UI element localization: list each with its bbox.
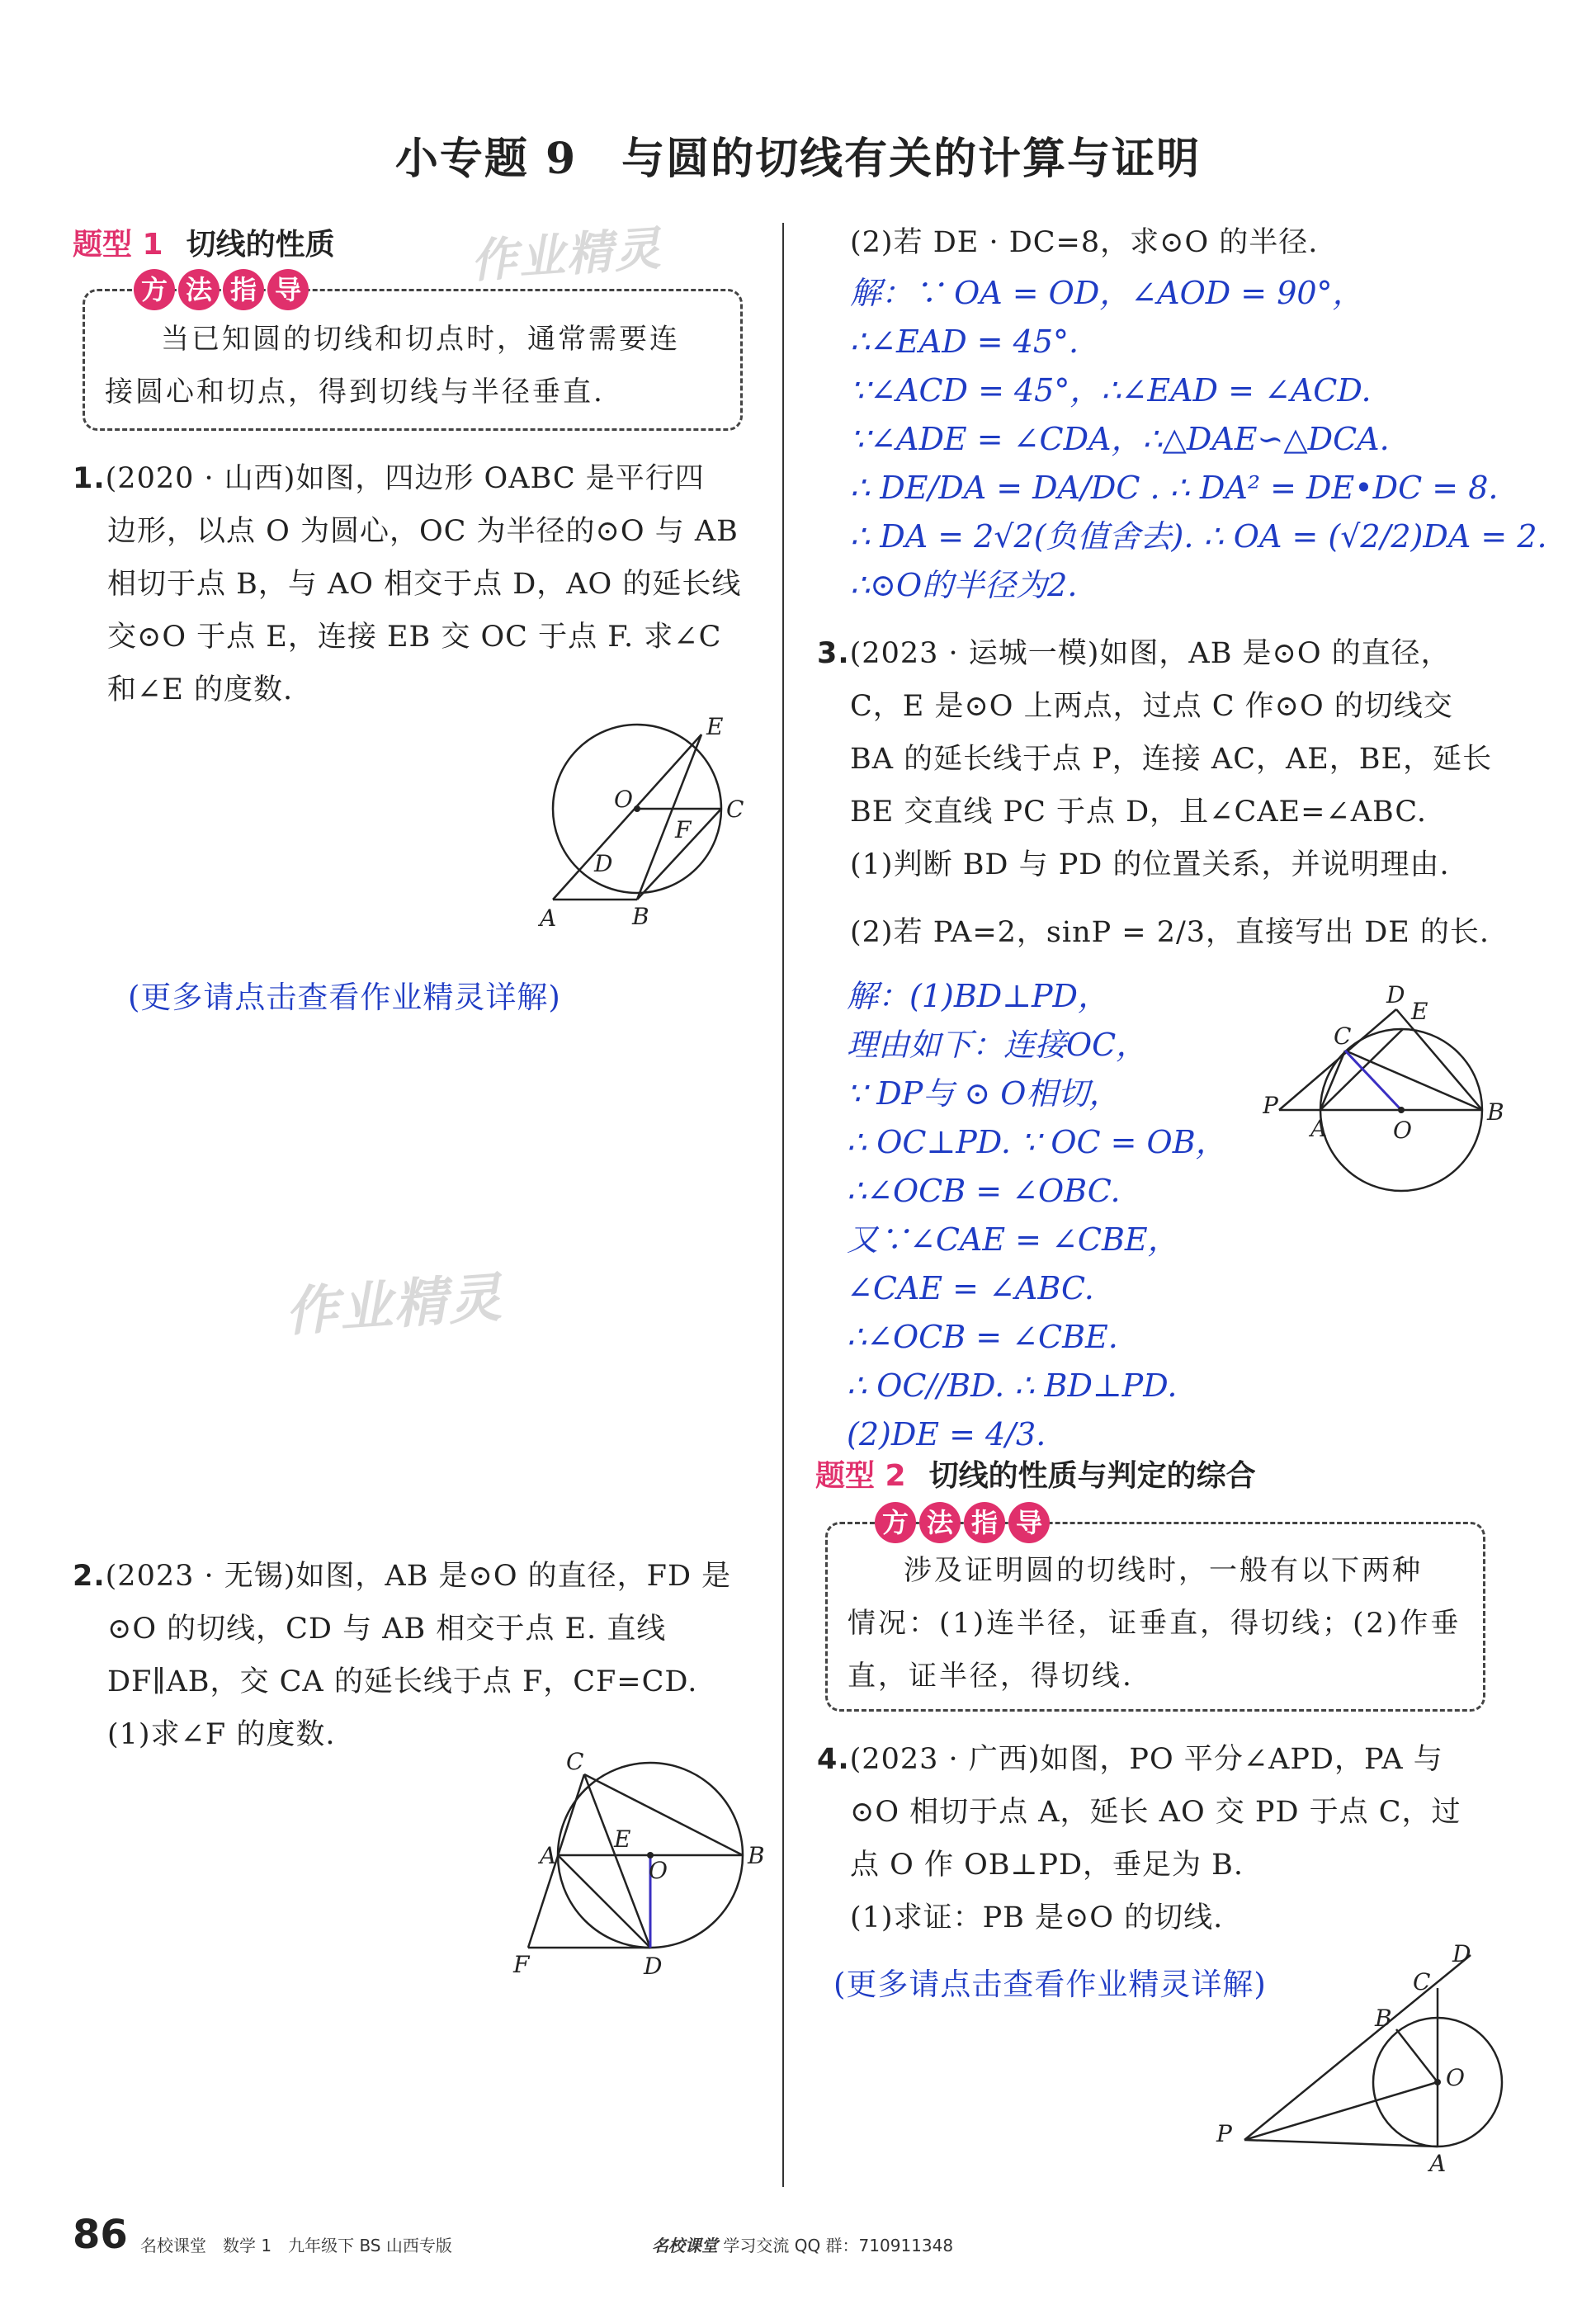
fig-label: C [1334, 1023, 1352, 1050]
watermark: 作业精灵 [283, 1267, 505, 1344]
fig-label: D [594, 850, 613, 877]
question-number: 4. [817, 1743, 850, 1776]
fig-label: D [1386, 981, 1405, 1008]
solution-line: 理由如下：连接OC， [847, 1027, 1148, 1063]
question-line: BA 的延长线于点 P，连接 AC，AE，BE，延长 [850, 743, 1493, 776]
section-name: 切线的性质与判定的综合 [928, 1459, 1256, 1493]
question-line: 点 O 作 OB⊥PD，垂足为 B. [850, 1849, 1244, 1882]
section-tag: 题型 1 [73, 228, 163, 262]
method-line: 接圆心和切点，得到切线与半径垂直. [105, 375, 605, 409]
figure-q3 [1263, 978, 1535, 1193]
footer-qq: 学习交流 QQ 群：710911348 [723, 2236, 954, 2255]
solution-line: ∵∠ADE = ∠CDA，∴△DAE∽△DCA. [850, 421, 1390, 457]
fig-label: A [540, 1842, 557, 1869]
question-line: (1)判断 BD 与 PD 的位置关系，并说明理由. [850, 848, 1450, 881]
badge-char: 指 [223, 269, 264, 310]
badge-char: 方 [134, 269, 175, 310]
fig-label: D [1452, 1944, 1471, 1967]
question-number: 1. [73, 462, 106, 495]
question-line: 和∠E 的度数. [107, 673, 294, 706]
fig-label: O [614, 786, 633, 813]
question-line: (1)求证：PB 是⊙O 的切线. [850, 1901, 1224, 1934]
badge-char: 方 [875, 1502, 916, 1543]
fig-label: B [1487, 1098, 1504, 1126]
question-line: 交⊙O 于点 E，连接 EB 交 OC 于点 F. 求∠C [107, 621, 722, 654]
solution-line: ∵∠ACD = 45°，∴∠EAD = ∠ACD. [850, 372, 1372, 409]
fig-label: E [706, 713, 724, 740]
method-line: 情况：(1)连半径，证垂直，得切线；(2)作垂 [848, 1607, 1461, 1640]
question-line: ⊙O 相切于点 A，延长 AO 交 PD 于点 C，过 [850, 1796, 1461, 1829]
fig-label: O [1393, 1117, 1412, 1144]
badge-char: 法 [919, 1502, 961, 1543]
fig-label: C [726, 796, 744, 823]
question-line: 边形，以点 O 为圆心，OC 为半径的⊙O 与 AB [107, 515, 739, 548]
section-name: 切线的性质 [186, 228, 335, 262]
badge-char: 导 [1008, 1502, 1050, 1543]
fig-label: D [644, 1953, 663, 1980]
question-line: (2023 · 运城一模)如图，AB 是⊙O 的直径， [849, 637, 1451, 670]
footer-right [652, 2232, 953, 2256]
fig-label: O [649, 1857, 668, 1884]
question-line: (1)求∠F 的度数. [107, 1718, 336, 1751]
figure-q1 [528, 710, 767, 933]
brand-logo: 名校课堂 [652, 2236, 718, 2255]
method-line: 涉及证明圆的切线时，一般有以下两种 [904, 1554, 1423, 1587]
question-number: 2. [73, 1560, 106, 1593]
fig-label: C [566, 1750, 584, 1775]
question-line: 相切于点 B，与 AO 相交于点 D，AO 的延长线 [107, 568, 742, 601]
watermark: 作业精灵 [469, 221, 664, 290]
fig-label: B [1375, 2005, 1392, 2032]
more-link[interactable]: (更多请点击查看作业精灵详解) [128, 980, 561, 1015]
question-4 [817, 1733, 1543, 1944]
question-line: (2)若 PA=2，sinP = 2/3，直接写出 DE 的长. [850, 916, 1490, 949]
solution-line: ∴ OC⊥PD. ∵ OC = OB， [847, 1124, 1227, 1160]
q2-solution [850, 269, 1576, 610]
solution-line: ∴∠EAD = 45°. [850, 324, 1079, 360]
footer-left: 名校课堂 数学 1 九年级下 BS 山西专版 [140, 2236, 452, 2255]
badge-char: 法 [178, 269, 220, 310]
question-number: 3. [817, 637, 850, 670]
solution-line: ∴ DA = 2√2(负值舍去). ∴ OA = (√2/2)DA = 2. [850, 518, 1547, 555]
q3-solution [847, 972, 1276, 1459]
question-line: ⊙O 的切线，CD 与 AB 相交于点 E. 直线 [107, 1613, 667, 1646]
question-line: C，E 是⊙O 上两点，过点 C 作⊙O 的切线交 [850, 690, 1453, 723]
solution-line: (2)DE = 4/3. [847, 1416, 1046, 1452]
method-line: 当已知圆的切线和切点时，通常需要连 [161, 323, 680, 356]
page-title: 小专题 9 与圆的切线有关的计算与证明 [394, 134, 1202, 184]
solution-line: ∠CAE = ∠ABC. [847, 1270, 1094, 1306]
question-2 [73, 1550, 758, 1761]
solution-line: ∴⊙O的半径为2. [850, 567, 1078, 603]
fig-label: P [1263, 1092, 1278, 1119]
section-heading-1 [73, 221, 335, 263]
fig-label: A [1310, 1115, 1328, 1142]
fig-label: C [1413, 1968, 1431, 1995]
question-line: BE 交直线 PC 于点 D，且∠CAE=∠ABC. [850, 796, 1428, 829]
method-badge [134, 269, 309, 310]
column-divider [782, 223, 784, 2187]
solution-line: 解：(1)BD⊥PD， [847, 978, 1109, 1014]
fig-label: F [675, 816, 692, 843]
fig-label: A [540, 904, 557, 932]
fig-label: O [1446, 2064, 1465, 2091]
solution-line: ∴∠OCB = ∠CBE. [847, 1319, 1118, 1355]
fig-label: E [1411, 998, 1428, 1025]
question-3 [817, 627, 1543, 959]
solution-line: ∵ DP与 ⊙ O相切， [847, 1075, 1121, 1112]
solution-line: ∴ DE/DA = DA/DC . ∴ DA² = DE•DC = 8. [850, 470, 1499, 506]
section-tag: 题型 2 [815, 1459, 906, 1493]
fig-label: P [1216, 2120, 1232, 2147]
question-line: (2023 · 无锡)如图，AB 是⊙O 的直径，FD 是 [105, 1560, 732, 1593]
badge-char: 导 [267, 269, 309, 310]
solution-line: ∴ OC//BD. ∴ BD⊥PD. [847, 1367, 1178, 1404]
fig-label: F [513, 1951, 530, 1978]
page-number: 86 [73, 2212, 128, 2258]
section-heading-2 [815, 1452, 1256, 1495]
question-1 [73, 452, 758, 716]
solution-line: ∴∠OCB = ∠OBC. [847, 1173, 1121, 1209]
question-line: (2023 · 广西)如图，PO 平分∠APD，PA 与 [849, 1743, 1443, 1776]
fig-label: B [748, 1842, 765, 1869]
question-line: (2020 · 山西)如图，四边形 OABC 是平行四 [105, 462, 705, 495]
fig-label: E [614, 1825, 631, 1853]
question-line: DF∥AB，交 CA 的延长线于点 F，CF=CD. [107, 1665, 698, 1698]
fig-label: A [1429, 2150, 1447, 2177]
solution-line: 又∵∠CAE = ∠CBE， [847, 1221, 1179, 1258]
figure-q4 [1205, 1944, 1518, 2183]
badge-char: 指 [964, 1502, 1005, 1543]
method-badge [875, 1502, 1050, 1543]
method-box [825, 1522, 1485, 1712]
more-link[interactable]: (更多请点击查看作业精灵详解) [833, 1967, 1267, 2002]
fig-label: B [632, 903, 649, 930]
q2-part2-prompt: (2)若 DE · DC=8，求⊙O 的半径. [850, 226, 1319, 259]
figure-q2 [503, 1750, 767, 1989]
method-line: 直，证半径，得切线. [848, 1660, 1134, 1693]
solution-line: 解：∵ OA = OD，∠AOD = 90°， [850, 275, 1364, 311]
